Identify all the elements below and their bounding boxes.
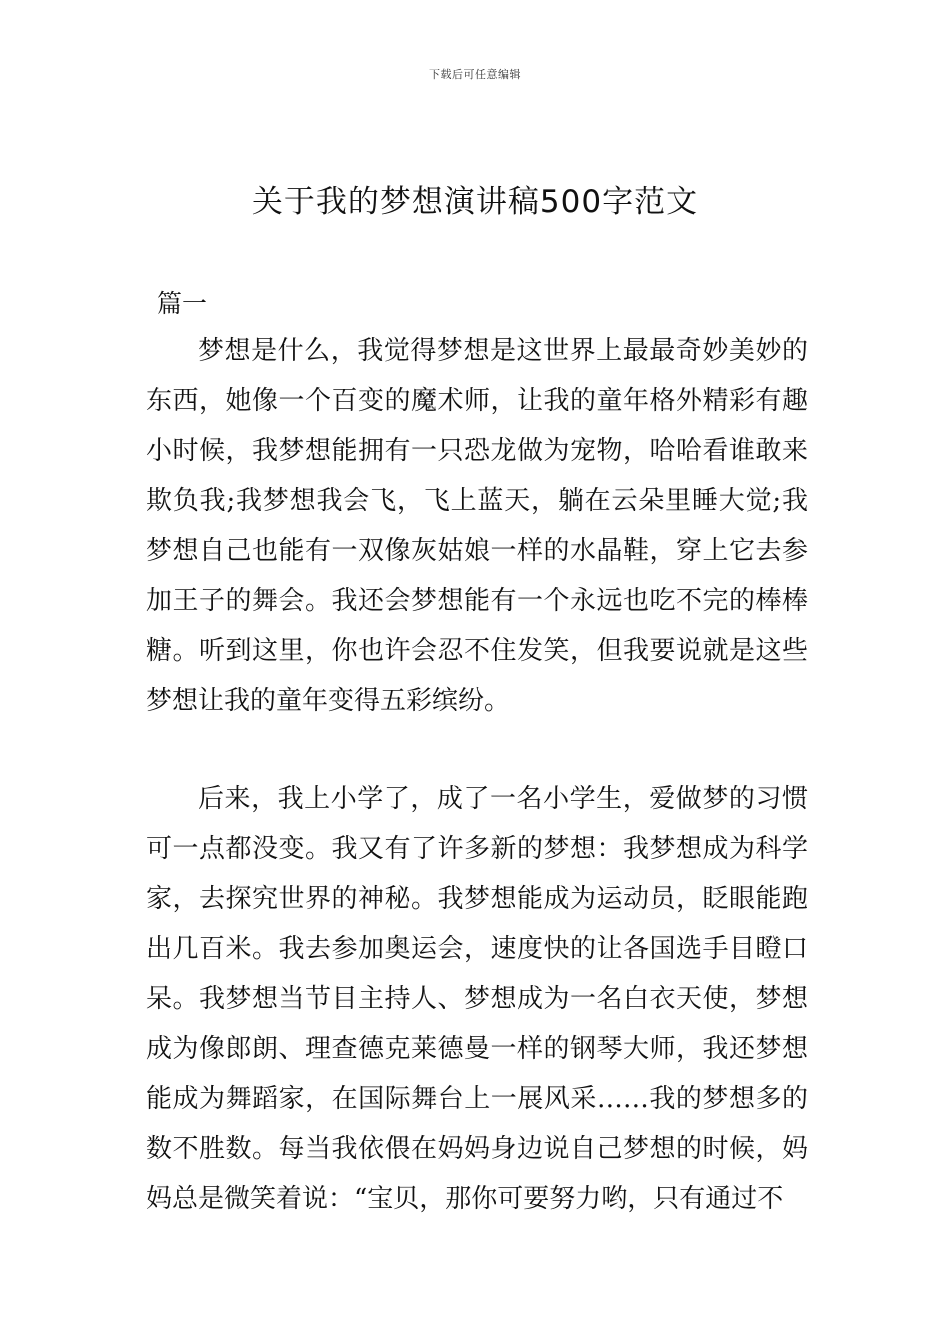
- paragraph-2: 后来，我上小学了，成了一名小学生，爱做梦的习惯可一点都没变。我又有了许多新的梦想：我梦想成为科学家，去探究世界的神秘。我梦想能成为运动员，眨眼能跑出几百米。我去参加奥运会，速度快的让各国选手目瞪口呆。我梦想当节目主持人、梦想成为一名白衣天使，梦想成为像郎朗、理查德克莱德曼一样的钢琴大师，我还梦想能成为舞蹈家，在国际舞台上一展风采……我的梦想多的数不胜数。每当我依偎在妈妈身边说自己梦想的时候，妈妈总是微笑着说：“宝贝，那你可要努力哟，只有通过不: [146, 784, 808, 1214]
- section-label: 篇一: [157, 289, 208, 318]
- document-title: 关于我的梦想演讲稿500字范文: [251, 184, 699, 220]
- header-note: 下载后可任意编辑: [429, 68, 521, 81]
- paragraph-1: 梦想是什么，我觉得梦想是这世界上最最奇妙美妙的东西，她像一个百变的魔术师，让我的童年格外精彩有趣小时候，我梦想能拥有一只恐龙做为宠物，哈哈看谁敢来欺负我;我梦想我会飞，飞上蓝天，躺在云朵里睡大觉;我梦想自己也能有一双像灰姑娘一样的水晶鞋，穿上它去参加王子的舞会。我还会梦想能有一个永远也吃不完的棒棒糖。听到这里，你也许会忍不住发笑，但我要说就是这些梦想让我的童年变得五彩缤纷。: [146, 336, 808, 716]
